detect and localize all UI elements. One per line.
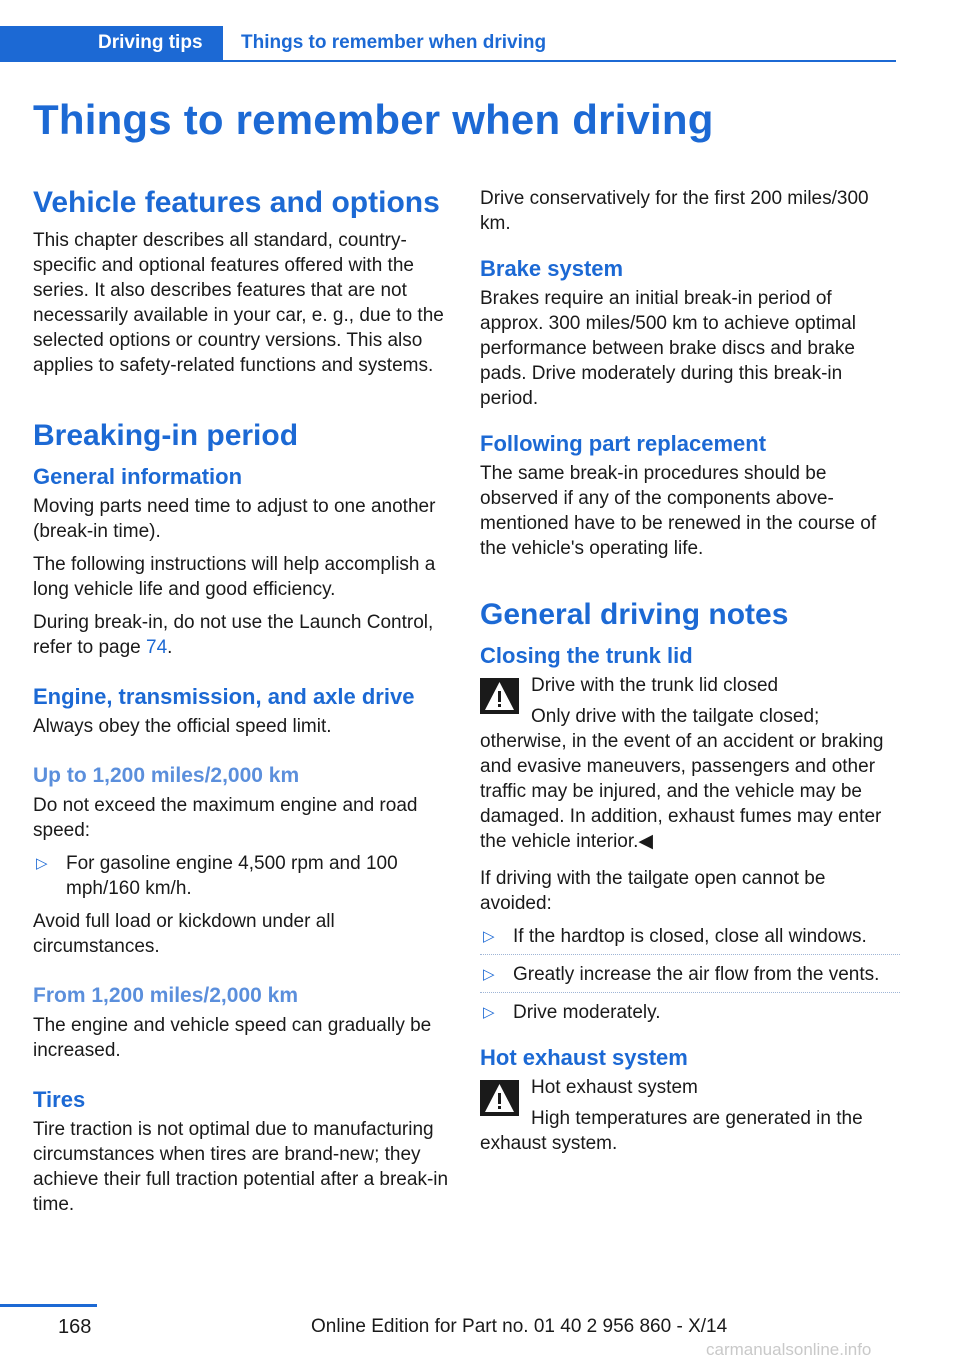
page-number: 168: [58, 1316, 92, 1338]
page-title: Things to remember when driving: [33, 96, 714, 143]
text-avoid: Avoid full load or kickdown under all circumstances.: [33, 911, 335, 957]
list-item: ▷ For gasoline engine 4,500 rpm and 100 mph/160 km/h.: [36, 853, 398, 899]
left-column: [33, 182, 451, 1225]
header-bar: [0, 26, 896, 62]
warning-trunk-body: Only drive with the tailgate closed; otherwise, in the event of an accident or braking and evasive maneuvers, passengers and other traffic may be injured, and the vehicle may be damaged. In addition, exhaust fumes may enter the vehicle interior.◀: [480, 706, 884, 852]
text-engine: Always obey the official speed limit.: [33, 716, 332, 737]
warning-triangle-icon: [480, 678, 519, 714]
header-page-tab[interactable]: Things to remember when driving: [223, 26, 896, 62]
heading-brake-system: Brake system: [480, 256, 624, 281]
footer-accent-line: [0, 1304, 97, 1307]
triangle-bullet-icon: ▷: [483, 1004, 495, 1021]
text-if-open: If driving with the tailgate open cannot be avoided:: [480, 868, 826, 914]
page-link-74[interactable]: 74: [146, 637, 168, 658]
heading-engine-transmission: Engine, transmission, and axle drive: [33, 684, 415, 709]
list-tailgate-open: [480, 924, 900, 1025]
warning-exhaust: [480, 1075, 900, 1156]
text-up-to: Do not exceed the maximum engine and road speed:: [33, 795, 418, 841]
heading-general-driving-notes: General driving notes: [480, 598, 789, 631]
heading-up-to-1200: Up to 1,200 miles/2,000 km: [33, 764, 300, 787]
triangle-bullet-icon: ▷: [483, 928, 495, 945]
text-general-2: The following instructions will help accomplish a long vehicle life and good efficiency.: [33, 554, 436, 600]
text-tires: Tire traction is not optimal due to manufacturing circumstances when tires are brand-new; they achieve their full traction potential after a break-in time.: [33, 1119, 449, 1215]
text-general-3b: .: [167, 637, 173, 658]
right-column: [480, 186, 900, 1164]
triangle-bullet-icon: ▷: [483, 966, 495, 983]
text-from: The engine and vehicle speed can gradually be increased.: [33, 1015, 432, 1061]
text-following: The same break-in procedures should be observed if any of the components above-mentioned have to be renewed in the course of the vehicle's operating life.: [480, 463, 877, 559]
warning-exhaust-title: Hot exhaust system: [531, 1077, 698, 1098]
header-section-tab[interactable]: Driving tips: [0, 26, 223, 62]
list-item: ▷ Drive moderately.: [483, 1002, 661, 1023]
heading-general-information: General information: [33, 464, 243, 489]
warning-exhaust-body: High temperatures are generated in the exhaust system.: [480, 1108, 863, 1154]
watermark: carmanualsonline.info: [706, 1340, 872, 1359]
heading-from-1200: From 1,200 miles/2,000 km: [33, 984, 298, 1007]
triangle-bullet-icon: ▷: [36, 855, 48, 872]
heading-breaking-in: Breaking-in period: [33, 419, 299, 452]
heading-tires: Tires: [33, 1087, 86, 1112]
heading-vehicle-features: Vehicle features and options: [33, 186, 440, 219]
warning-trunk-title: Drive with the trunk lid closed: [531, 675, 779, 696]
heading-closing-trunk: Closing the trunk lid: [480, 643, 693, 668]
list-item: ▷ If the hardtop is closed, close all windows.: [480, 924, 900, 955]
warning-trunk: [480, 673, 900, 854]
text-general-3: [33, 610, 451, 660]
text-brake: Brakes require an initial break-in period of approx. 300 miles/500 km to achieve optimal performance between brake discs and brake pads. Drive moderately during this break-in period.: [480, 288, 856, 409]
text-general-1: Moving parts need time to adjust to one another (break-in time).: [33, 496, 436, 542]
footer-edition: Online Edition for Part no. 01 40 2 956 860 - X/14: [311, 1316, 728, 1337]
list-item: ▷ Greatly increase the air flow from the vents.: [480, 962, 900, 993]
text-features: This chapter describes all standard, country-specific and optional features offered with the series. It also describes features that are not necessarily available in your car, e. g., due to the selected options or country versions. This also applies to safety-related functions and systems.: [33, 230, 444, 376]
warning-triangle-icon: [480, 1080, 519, 1116]
text-drive-first: Drive conservatively for the first 200 miles/300 km.: [480, 188, 869, 234]
text-general-3a: During break-in, do not use the Launch Control, refer to page: [33, 612, 434, 658]
heading-hot-exhaust: Hot exhaust system: [480, 1045, 688, 1070]
list-gasoline: [33, 851, 451, 901]
heading-following-part: Following part replacement: [480, 431, 767, 456]
